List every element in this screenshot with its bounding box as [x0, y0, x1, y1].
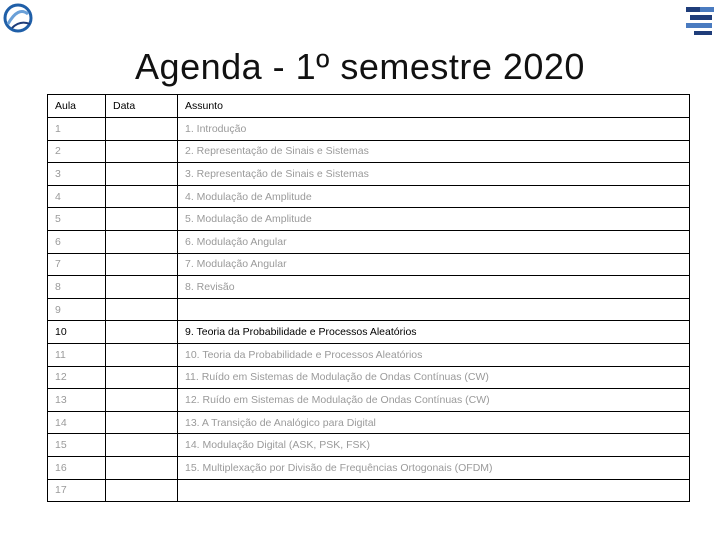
table-row	[48, 185, 690, 208]
cell-assunto: 7. Modulação Angular	[178, 253, 690, 276]
cell-assunto: 8. Revisão	[178, 276, 690, 299]
cell-aula: 3	[48, 163, 106, 186]
header-row	[48, 95, 690, 118]
cell-aula: 8	[48, 276, 106, 299]
cell-assunto	[178, 479, 690, 502]
cell-data	[106, 298, 178, 321]
page-title: Agenda - 1º semestre 2020	[135, 46, 585, 87]
cell-assunto: 12. Ruído em Sistemas de Modulação de Ondas Contínuas (CW)	[178, 389, 690, 412]
cell-aula: 6	[48, 230, 106, 253]
table-row	[48, 321, 690, 344]
cell-assunto: 9. Teoria da Probabilidade e Processos Aleatórios	[178, 321, 690, 344]
cell-data	[106, 434, 178, 457]
table-row	[48, 479, 690, 502]
header-aula: Aula	[48, 95, 106, 118]
table-row	[48, 456, 690, 479]
cell-data	[106, 185, 178, 208]
table-row	[48, 411, 690, 434]
department-logo-icon	[684, 4, 716, 36]
cell-data	[106, 411, 178, 434]
cell-assunto: 13. A Transição de Analógico para Digital	[178, 411, 690, 434]
cell-assunto: 10. Teoria da Probabilidade e Processos Aleatórios	[178, 343, 690, 366]
cell-assunto: 3. Representação de Sinais e Sistemas	[178, 163, 690, 186]
cell-aula: 7	[48, 253, 106, 276]
cell-assunto: 1. Introdução	[178, 118, 690, 141]
table-row	[48, 343, 690, 366]
cell-aula: 12	[48, 366, 106, 389]
table-row	[48, 366, 690, 389]
cell-assunto: 5. Modulação de Amplitude	[178, 208, 690, 231]
table-row	[48, 253, 690, 276]
table-row	[48, 298, 690, 321]
agenda-table	[47, 94, 690, 502]
cell-aula: 16	[48, 456, 106, 479]
cell-assunto: 14. Modulação Digital (ASK, PSK, FSK)	[178, 434, 690, 457]
cell-data	[106, 321, 178, 344]
university-logo-icon	[2, 2, 34, 34]
cell-data	[106, 230, 178, 253]
table-row	[48, 140, 690, 163]
cell-data	[106, 389, 178, 412]
cell-assunto: 2. Representação de Sinais e Sistemas	[178, 140, 690, 163]
cell-aula: 5	[48, 208, 106, 231]
cell-data	[106, 366, 178, 389]
cell-aula: 11	[48, 343, 106, 366]
cell-aula: 17	[48, 479, 106, 502]
table-row	[48, 118, 690, 141]
cell-data	[106, 118, 178, 141]
cell-aula: 2	[48, 140, 106, 163]
cell-data	[106, 253, 178, 276]
cell-data	[106, 343, 178, 366]
cell-aula: 15	[48, 434, 106, 457]
table-row	[48, 389, 690, 412]
cell-data	[106, 479, 178, 502]
cell-aula: 10	[48, 321, 106, 344]
header-data: Data	[106, 95, 178, 118]
table-row	[48, 208, 690, 231]
cell-aula: 1	[48, 118, 106, 141]
cell-assunto: 11. Ruído em Sistemas de Modulação de Ondas Contínuas (CW)	[178, 366, 690, 389]
cell-assunto: 6. Modulação Angular	[178, 230, 690, 253]
cell-aula: 9	[48, 298, 106, 321]
table-row	[48, 230, 690, 253]
table-row	[48, 276, 690, 299]
cell-aula: 4	[48, 185, 106, 208]
cell-assunto: 4. Modulação de Amplitude	[178, 185, 690, 208]
table-row	[48, 163, 690, 186]
cell-data	[106, 456, 178, 479]
cell-assunto: 15. Multiplexação por Divisão de Frequências Ortogonais (OFDM)	[178, 456, 690, 479]
cell-aula: 14	[48, 411, 106, 434]
header-assunto: Assunto	[178, 95, 690, 118]
cell-data	[106, 276, 178, 299]
cell-data	[106, 140, 178, 163]
table-row	[48, 434, 690, 457]
cell-data	[106, 208, 178, 231]
cell-data	[106, 163, 178, 186]
cell-assunto	[178, 298, 690, 321]
cell-aula: 13	[48, 389, 106, 412]
